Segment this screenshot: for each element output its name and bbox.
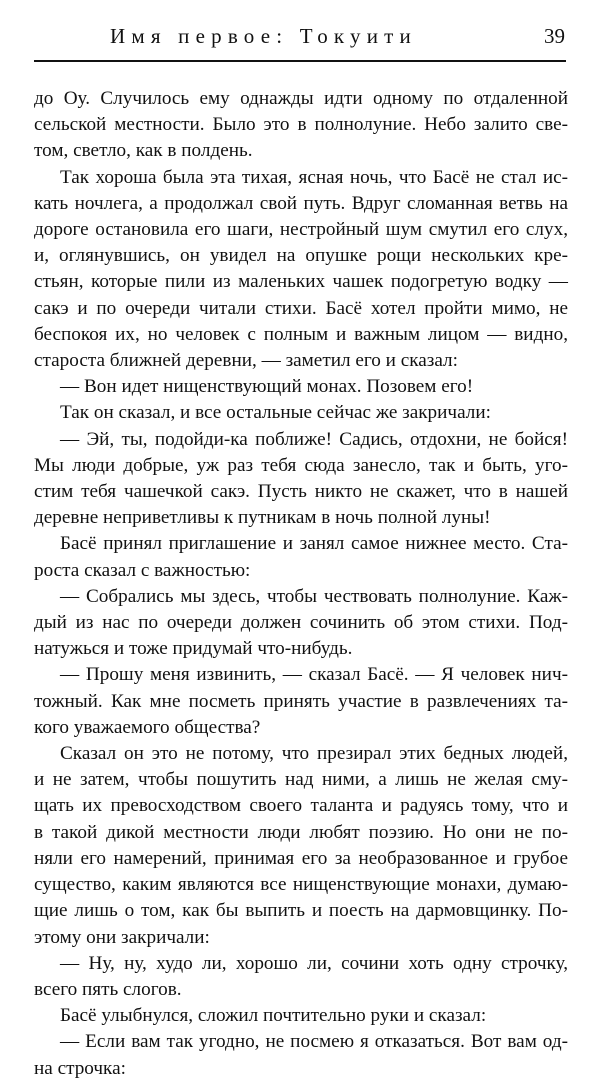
running-title: Имя первое: Токуити — [110, 24, 417, 48]
text-line: стьян, которые пили из маленьких чашек подогретую водку — — [34, 271, 568, 293]
text-line: натужься и тоже придумай что-нибудь. — [34, 638, 353, 660]
text-line: роста сказал с важностью: — [34, 559, 251, 581]
text-line: стим тебя чашечкой сакэ. Пусть никто не скажет, что в нашей — [34, 481, 568, 503]
text-line: — Ну, ну, худо ли, хорошо ли, сочини хоть одну строчку, — [60, 952, 568, 974]
text-line: существо, каким являются все нищенствующие монахи, думаю- — [34, 874, 568, 896]
text-line: деревне неприветливы к путникам в ночь полной луны! — [34, 507, 491, 529]
text-line: сакэ и по очереди читали стихи. Басё хотел пройти мимо, не — [34, 297, 568, 319]
text-line: Так он сказал, и все остальные сейчас же закричали: — [60, 402, 491, 424]
running-head — [34, 20, 566, 50]
page-number: 39 — [544, 24, 565, 48]
text-line: Сказал он это не потому, что презирал этих бедных людей, — [60, 743, 568, 765]
text-line: том, светло, как в полдень. — [34, 140, 253, 162]
text-line: дороге остановила его шаги, нестройный шум смутил его слух, — [34, 219, 568, 241]
text-line: Так хороша была эта тихая, ясная ночь, что Басё не стал ис- — [60, 166, 568, 188]
text-line: кого уважаемого общества? — [34, 716, 261, 738]
text-line: и не затем, чтобы пошутить над ними, а лишь не желая сму- — [34, 769, 568, 791]
text-line: староста ближней деревни, — заметил его и сказал: — [34, 350, 458, 372]
text-line: Мы люди добрые, уж раз тебя сюда занесло, так и быть, уго- — [34, 454, 568, 476]
text-line: этому они закричали: — [34, 926, 210, 948]
text-line: дый из нас по очереди должен сочинить об этом стихи. Под- — [34, 612, 568, 634]
text-line: Басё принял приглашение и занял самое нижнее место. Ста- — [60, 533, 568, 555]
text-line: щие лишь о том, как бы выпить и поесть на дармовщинку. По- — [34, 900, 568, 922]
text-line: щать их превосходством своего таланта и радуясь тому, что и — [34, 795, 568, 817]
text-line: — Вон идет нищенствующий монах. Позовем его! — [60, 376, 474, 398]
text-line: — Если вам так угодно, не посмею я отказаться. Вот вам од- — [60, 1031, 568, 1053]
text-line: — Эй, ты, подойди-ка поближе! Садись, отдохни, не бойся! — [60, 428, 568, 450]
body-text — [34, 86, 568, 1082]
text-line: беспокоя их, но человек с полным и важным лицом — видно, — [34, 323, 568, 345]
header-rule — [34, 60, 566, 62]
text-line: — Прошу меня извинить, — сказал Басё. — Я человек нич- — [60, 664, 568, 686]
text-line: на строчка: — [34, 1057, 126, 1079]
text-line: — Собрались мы здесь, чтобы чествовать полнолуние. Каж- — [60, 585, 568, 607]
text-line: кать ночлега, а продолжал свой путь. Вдруг сломанная ветвь на — [34, 192, 568, 214]
text-line: Басё улыбнулся, сложил почтительно руки и сказал: — [60, 1005, 487, 1027]
text-line: тожный. Как мне посметь принять участие в развлечениях та- — [34, 690, 568, 712]
text-line: всего пять слогов. — [34, 978, 182, 1000]
text-line: няли его намерений, принимая его за необразованное и грубое — [34, 847, 568, 869]
text-line: в такой дикой местности люди любят поэзию. Но они не по- — [34, 821, 568, 843]
text-line: до Оу. Случилось ему однажды идти одному по отдаленной — [34, 88, 568, 109]
text-line: сельской местности. Было это в полнолуние. Небо залито све- — [34, 114, 568, 136]
text-line: и, оглянувшись, он увидел на опушке рощи нескольких кре- — [34, 245, 568, 267]
